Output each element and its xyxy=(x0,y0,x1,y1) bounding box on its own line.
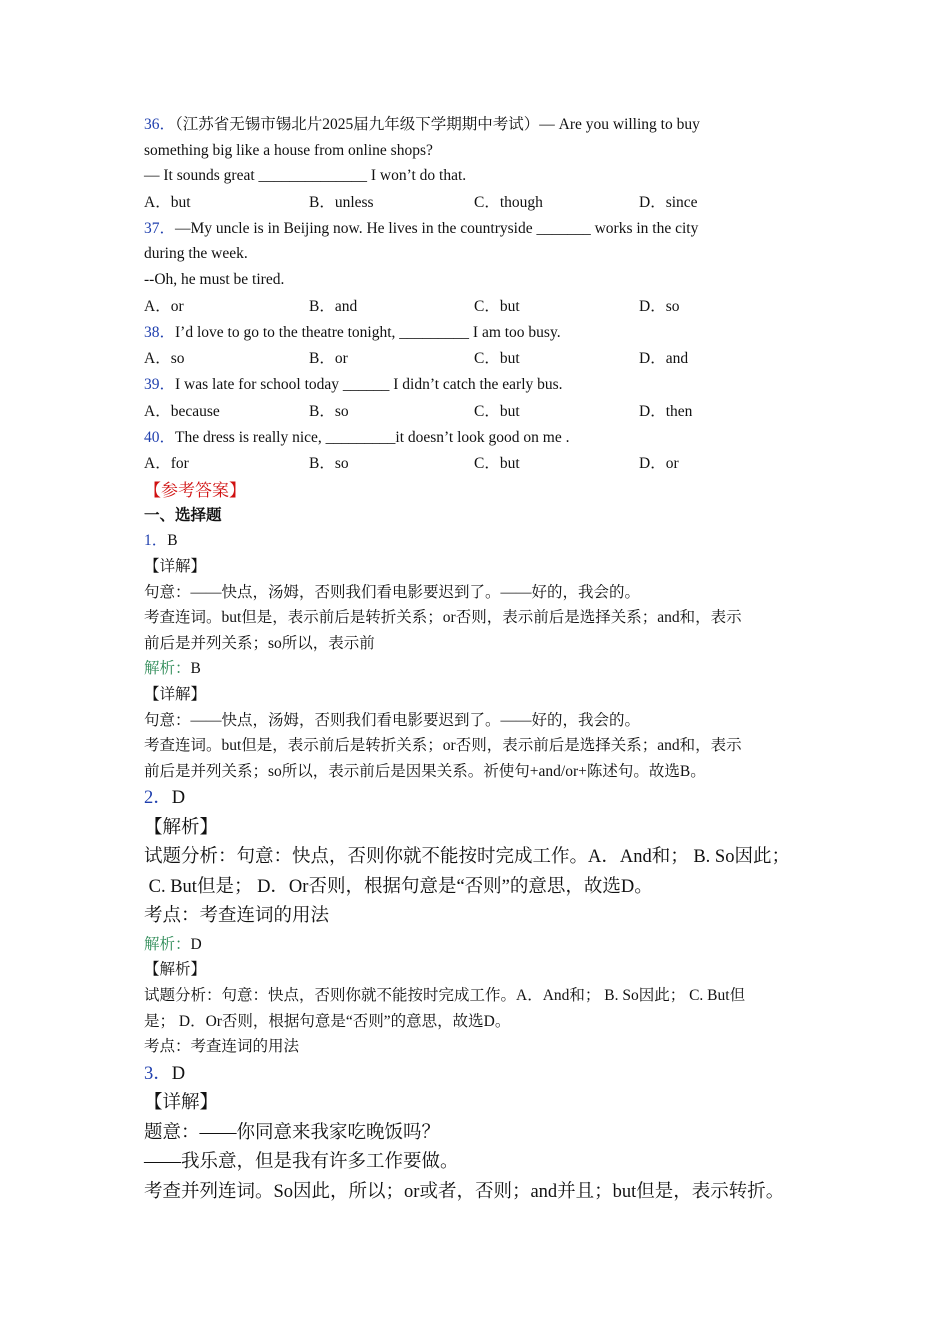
option-d: D．or xyxy=(639,455,679,473)
jiexi-answer: D xyxy=(190,935,202,953)
jiexi-answer: B xyxy=(190,660,201,678)
question-38 xyxy=(144,320,824,373)
explanation-line: 考查连词。but但是，表示前后是转折关系；or否则，表示前后是选择关系；and和，表示 xyxy=(144,609,742,627)
option-c: C．though xyxy=(474,193,543,211)
question-text: --Oh, he must be tired. xyxy=(144,270,285,288)
option-b: B．so xyxy=(309,455,349,473)
option-d: D．so xyxy=(639,297,680,315)
question-text: （江苏省无锡市锡北片2025届九年级下学期期中考试）— Are you willing to buy xyxy=(175,116,700,133)
analysis-line: 试题分析：句意：快点，否则你就不能按时完成工作。A．And和； B. So因此； xyxy=(144,847,790,868)
analysis-line: 是； D．Or否则，根据句意是“否则”的意思，故选D。 xyxy=(144,1012,511,1030)
option-b: B．so xyxy=(309,402,349,420)
answers-header: 【参考答案】 xyxy=(144,481,246,501)
option-a: A．or xyxy=(144,297,184,315)
explanation-line: 考查连词。but但是，表示前后是转折关系；or否则，表示前后是选择关系；and和，表示 xyxy=(144,737,742,755)
answer-3 xyxy=(144,1060,824,1208)
options-row xyxy=(144,450,824,477)
question-number: 39． xyxy=(144,376,176,394)
option-b: B．and xyxy=(309,297,358,315)
answer-number: 2． xyxy=(144,788,172,809)
options-row xyxy=(144,293,824,320)
analysis-tag: 【解析】 xyxy=(144,961,207,979)
question-text: I’d love to go to the theatre tonight, _________ I am too busy. xyxy=(175,323,561,341)
option-b: B．or xyxy=(309,350,348,368)
question-text: during the week. xyxy=(144,245,248,263)
options-row xyxy=(144,398,824,425)
option-d: D．since xyxy=(639,193,698,211)
question-number: 36． xyxy=(144,116,176,133)
option-c: C．but xyxy=(474,297,520,315)
option-c: C．but xyxy=(474,402,520,420)
question-text: something big like a house from online shops? xyxy=(144,141,433,159)
jiexi-label: 解析： xyxy=(144,660,191,678)
test-point: 考点：考查连词的用法 xyxy=(144,1038,300,1056)
explanation-line: 前后是并列关系；so所以，表示前 xyxy=(144,634,375,652)
answer-value: D xyxy=(171,1063,186,1084)
answer-number: 1． xyxy=(144,532,168,550)
option-a: A．for xyxy=(144,455,189,473)
analysis-line: 试题分析：句意：快点，否则你就不能按时完成工作。A．And和； B. So因此； C. But但 xyxy=(144,986,746,1004)
question-number: 40． xyxy=(144,428,176,446)
option-d: D．then xyxy=(639,402,693,420)
explanation-line: 前后是并列关系；so所以，表示前后是因果关系。祈使句+and/or+陈述句。故选B。 xyxy=(144,762,706,780)
answer-value: D xyxy=(171,788,186,809)
answer-number: 3． xyxy=(144,1063,172,1084)
option-a: A．so xyxy=(144,350,185,368)
question-36 xyxy=(144,112,824,216)
question-number: 38． xyxy=(144,323,176,341)
option-a: A．because xyxy=(144,402,220,420)
options-row xyxy=(144,189,824,216)
option-c: C．but xyxy=(474,350,520,368)
question-39 xyxy=(144,372,824,425)
sentence-meaning: 句意：——快点，汤姆，否则我们看电影要迟到了。——好的，我会的。 xyxy=(144,583,641,601)
jiexi-label: 解析： xyxy=(144,935,191,953)
option-a: A．but xyxy=(144,193,191,211)
question-37 xyxy=(144,216,824,320)
detail-tag: 【详解】 xyxy=(144,557,207,575)
question-number: 37． xyxy=(144,219,176,237)
sentence-meaning: ——我乐意，但是我有许多工作要做。 xyxy=(144,1152,459,1173)
section-title: 一、选择题 xyxy=(144,507,222,525)
question-text: — It sounds great ______________ I won’t do that. xyxy=(144,167,467,185)
question-text: —My uncle is in Beijing now. He lives in the countryside _______ works in the city xyxy=(175,219,699,237)
option-d: D．and xyxy=(639,350,689,368)
test-point: 考点：考查连词的用法 xyxy=(144,906,330,927)
option-c: C．but xyxy=(474,455,520,473)
analysis-line: C. But但是； D．Or否则，根据句意是“否则”的意思，故选D。 xyxy=(144,876,653,897)
detail-tag: 【详解】 xyxy=(144,1093,219,1114)
answer-2 xyxy=(144,784,824,1059)
option-b: B．unless xyxy=(309,193,374,211)
analysis-tag: 【解析】 xyxy=(144,817,219,838)
sentence-meaning: 题意：——你同意来我家吃晚饭吗？ xyxy=(144,1122,441,1143)
detail-tag: 【详解】 xyxy=(144,685,207,703)
explanation-line: 考查并列连词。So因此，所以；or或者，否则；and并且；but但是，表示转折。 xyxy=(144,1181,785,1202)
options-row xyxy=(144,345,824,372)
question-text: I was late for school today ______ I didn’t catch the early bus. xyxy=(175,376,563,394)
question-40 xyxy=(144,425,824,478)
sentence-meaning: 句意：——快点，汤姆，否则我们看电影要迟到了。——好的，我会的。 xyxy=(144,711,641,729)
answer-value: B xyxy=(167,532,178,550)
question-text: The dress is really nice, _________it doesn’t look good on me . xyxy=(175,428,570,446)
answer-1 xyxy=(144,528,824,784)
document-page xyxy=(144,112,824,1207)
